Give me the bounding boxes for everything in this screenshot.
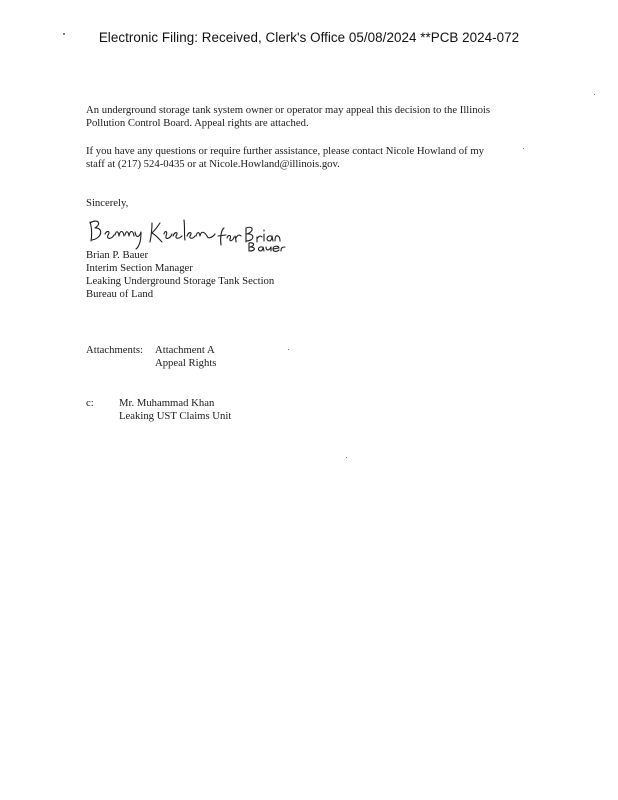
filing-stamp: Electronic Filing: Received, Clerk's Office 05/08/2024 **PCB 2024-072 (98, 30, 520, 45)
signature-block (86, 249, 274, 301)
attachment-item: Appeal Rights (155, 357, 217, 369)
signer-title: Interim Section Manager (86, 262, 193, 274)
cc-item: Mr. Muhammad Khan (119, 397, 215, 409)
scan-speck (523, 148, 524, 149)
signer-name: Brian P. Bauer (86, 249, 149, 261)
contact-line: If you have any questions or require further assistance, please contact Nicole Howland of my (86, 145, 484, 157)
cc-item: Leaking UST Claims Unit (119, 410, 232, 422)
cc-list (119, 397, 231, 423)
appeal-line: Pollution Control Board. Appeal rights are attached. (86, 117, 309, 129)
signer-bureau: Bureau of Land (86, 288, 154, 300)
closing: Sincerely, (86, 197, 129, 209)
scan-speck (594, 94, 595, 95)
appeal-line: An underground storage tank system owner or operator may appeal this decision to the Illinois (86, 104, 491, 116)
contact-line: staff at (217) 524-0435 or at Nicole.Howland@illinois.gov. (86, 158, 340, 170)
scan-speck (346, 457, 347, 458)
appeal-paragraph (86, 104, 546, 130)
contact-paragraph (86, 145, 546, 171)
signer-section: Leaking Underground Storage Tank Section (86, 275, 275, 287)
scan-speck (288, 349, 289, 350)
attachments-list (155, 344, 216, 370)
attachment-item: Attachment A (155, 344, 215, 356)
attachments-label: Attachments: (86, 344, 143, 356)
handwritten-signature (86, 214, 286, 252)
cc-label: c: (86, 397, 94, 409)
scan-speck (63, 33, 65, 35)
